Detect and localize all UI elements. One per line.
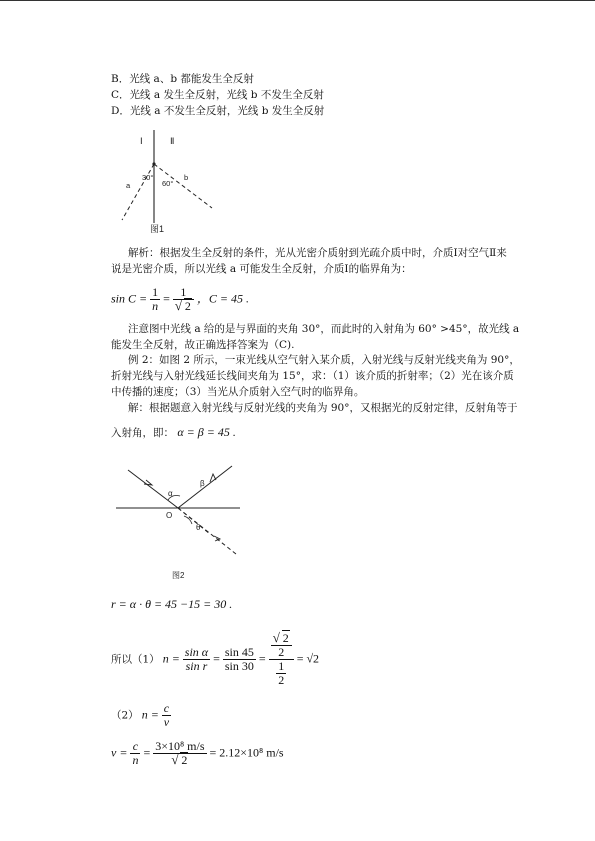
frac-den: sin 30 (224, 659, 254, 673)
figure1-angle-b: 60° (162, 179, 174, 188)
part1-result: = √2 (296, 651, 320, 666)
frac-den: 2 (278, 645, 285, 659)
frac-num: 1 (152, 285, 159, 299)
example2-line3: 中传播的速度；（3）当光从介质射入空气时的临界角。 (111, 386, 365, 398)
radicand: 2 (184, 299, 191, 313)
figure2-arc-theta (184, 516, 192, 524)
figure2-label-o: O (166, 511, 173, 520)
figure1-label-I: Ⅰ (140, 136, 143, 146)
part2-prefix: （2） (111, 709, 139, 722)
figure1-ray-b-label: b (184, 173, 189, 182)
equals-sign: = (213, 651, 220, 666)
frac-num-sqrt: √ 2 (271, 632, 292, 646)
frac-den-sqrt: √ 2 (174, 298, 191, 313)
frac-den: 2 (278, 673, 285, 687)
critical-angle-formula (111, 286, 249, 313)
figure2-refracted-ray (178, 508, 236, 554)
equals-sign: = (143, 745, 151, 760)
figure-2-diagram (112, 462, 242, 582)
part2-lhs: n = (141, 707, 159, 722)
frac-den: sin r (185, 659, 208, 673)
part1-formula (111, 632, 319, 687)
frac-num: 3×10⁸ m/s (155, 739, 205, 753)
v-result: = 2.12×10⁸ m/s (209, 745, 284, 760)
formula-lhs: sin C = (111, 291, 148, 306)
figure2-label-beta: β (200, 479, 205, 488)
velocity-formula (111, 740, 284, 767)
example2-line2: 折射光线与入射光线延长线间夹角为 15°，求：（1）该介质的折射率；（2）光在该介质 (111, 370, 514, 382)
note-line2: 能发生全反射，故正确选择答案为（C). (111, 339, 295, 351)
part1-fraction-sin-alpha (183, 646, 210, 673)
part1-lhs: n = (162, 651, 180, 666)
alpha-beta-formula: α = β = 45 . (177, 425, 236, 439)
part1-prefix: 所以（1） (111, 653, 160, 666)
fraction-1-over-sqrt2 (173, 286, 194, 313)
figure1-ray-a-label: a (126, 181, 131, 190)
example2-line4: 解：根据题意入射光线与反射光线的夹角为 90°，又根据光的反射定律，反射角等于 (128, 402, 518, 414)
option-b: B．光线 a、b 都能发生全反射 (111, 73, 254, 85)
inner-fraction-bottom (276, 660, 286, 687)
frac-num: c (130, 740, 140, 754)
frac-num: sin 45 (224, 645, 254, 659)
figure-1-diagram (112, 128, 222, 234)
frac-num: 1 (278, 659, 285, 673)
radicand: 2 (181, 753, 188, 767)
option-d: D．光线 a 不发生全反射，光线 b 发生全反射 (111, 105, 325, 117)
formula-tail: ，C = 45 . (196, 291, 249, 306)
frac-num: sin α (184, 645, 209, 659)
figure2-label-theta: θ (196, 523, 201, 532)
frac-den: v (163, 715, 170, 729)
example2-line5 (111, 425, 236, 440)
figure1-label-II: Ⅱ (170, 136, 175, 146)
part2-formula (111, 702, 171, 729)
compound-num (269, 632, 294, 660)
frac-den: n (132, 753, 139, 767)
analysis1-line2: 说是光密介质，所以光线 a 可能发生全反射，介质Ⅰ的临界角为： (111, 263, 412, 275)
fraction-1-over-n (150, 286, 160, 313)
compound-den (269, 660, 294, 687)
frac-den-sqrt: √ 2 (171, 752, 188, 767)
v-fraction-value (153, 740, 206, 767)
part1-compound-fraction (269, 632, 294, 687)
figure2-reflected-ray (178, 466, 232, 508)
r-formula: r = α · θ = 45 −15 = 30 . (111, 597, 233, 611)
figure1-angle-a: 30° (142, 173, 154, 182)
v-lhs: v = (111, 745, 128, 760)
part2-fraction-c-over-v (162, 702, 171, 729)
figure2-caption: 图2 (172, 571, 185, 580)
equals-sign: = (163, 291, 170, 306)
figure2-label-alpha: α (168, 489, 173, 498)
radicand: 2 (282, 631, 289, 645)
frac-num: 1 (173, 286, 194, 300)
line5-prefix: 入射角，即： (111, 427, 174, 439)
figure1-caption: 图1 (150, 224, 165, 234)
top-border-line (0, 0, 595, 1)
note-line1: 注意图中光线 a 给的是与界面的夹角 30°，而此时的入射角为 60° >45°，故光线 a (128, 323, 520, 335)
v-fraction-c-over-n (130, 740, 140, 767)
part1-fraction-sin45 (223, 646, 256, 673)
frac-num: c (163, 701, 170, 715)
example2-line1: 例 2：如图 2 所示，一束光线从空气射入某介质，入射光线与反射光线夹角为 90°， (128, 354, 520, 366)
inner-fraction-top (271, 632, 292, 659)
frac-den: n (152, 299, 159, 313)
figure1-incidence-point (152, 162, 155, 165)
option-c: C．光线 a 发生全反射，光线 b 不发生全反射 (111, 89, 324, 101)
analysis1-line1: 解析：根据发生全反射的条件，光从光密介质射到光疏介质中时，介质Ⅰ对空气Ⅱ来 (128, 247, 507, 259)
equals-sign: = (258, 651, 266, 666)
